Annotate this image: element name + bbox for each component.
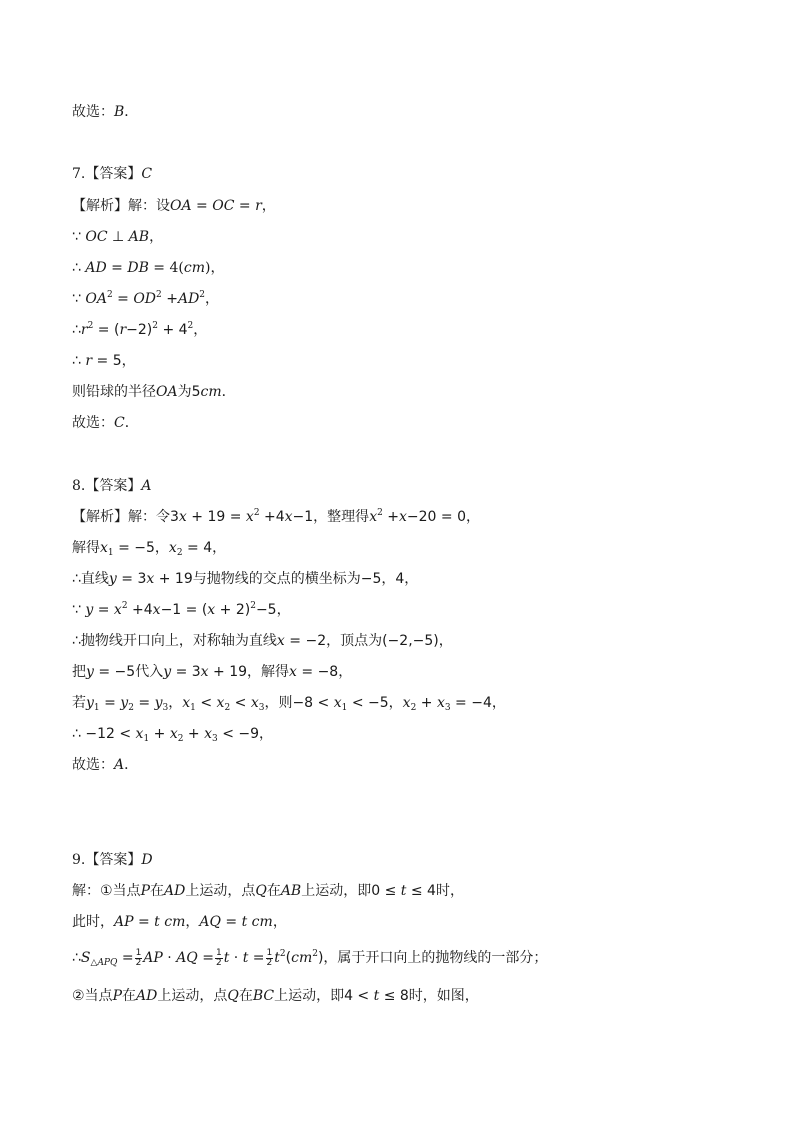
text-line: 若$y_1 = y_2 = y_3$，$x_1 < x_2 < x_3$，则$-8 < x_1 < -5$，$x_2 + x_3 = -4$， (72, 695, 506, 713)
text-line: 解得$x_1 = -5$，$x_2 = 4$， (72, 540, 227, 558)
text-line: ②当点P在AD上运动，点Q在BC上运动，即4 < t ≤ 8时，如图， (72, 988, 479, 1004)
text-line: 则铅球的半径OA为5cm． (72, 384, 236, 400)
text-line: ∵ OC ⊥ AB， (72, 229, 164, 245)
text-line: ∴ $-12 < x_1 + x_2 + x_3 < -9$， (72, 726, 274, 744)
text-line: ∵ $y = x^2 +4x-1 = (x + 2)^2-5$， (72, 601, 291, 618)
text-line: 【解析】解：令$3x + 19 = x^2 +4x-1$，整理得$x^2 +x-20 = 0$， (72, 508, 481, 525)
answer-heading-8: 8.【答案】A (72, 478, 152, 494)
text-line: 解：①当点P在AD上运动，点Q在AB上运动，即0 ≤ t ≤ 4时， (72, 883, 464, 899)
text-line: ∴ r = 5， (72, 353, 136, 369)
text-line: 故选：B． (72, 104, 139, 120)
text-line: ∴抛物线开口向上，对称轴为直线x = −2，顶点为(−2,−5)， (72, 633, 453, 649)
text-line: 【解析】解：设OA = OC = r， (72, 198, 276, 214)
text-line: 故选：C． (72, 415, 139, 431)
text-line: ∴ AD = DB = 4(cm)， (72, 260, 225, 276)
answer-heading-9: 9.【答案】D (72, 852, 153, 868)
text-line: $\therefore S_{\triangle APQ}$ = $\frac{1}{2}$ AP · AQ = $\frac{1}{2}$ t · t = $\frac{1}{2}$ $t^2(cm^2)$，属于开口向上的抛物线的一部分； (72, 947, 548, 968)
text-line: 把y = −5代入y = 3x + 19，解得x = −8， (72, 664, 353, 680)
text-line: 此时，AP = t cm，AQ = t cm， (72, 914, 287, 930)
answer-heading-7: 7.【答案】C (72, 166, 153, 182)
text-line: ∵ $OA^2 = OD^2 +AD^2$， (72, 290, 220, 307)
text-line: 故选：A． (72, 757, 139, 773)
text-line: ∴直线y = 3x + 19与抛物线的交点的横坐标为−5，4， (72, 571, 419, 587)
text-line: $\therefore r^2 = (r-2)^2 + 4^2$， (72, 321, 208, 338)
